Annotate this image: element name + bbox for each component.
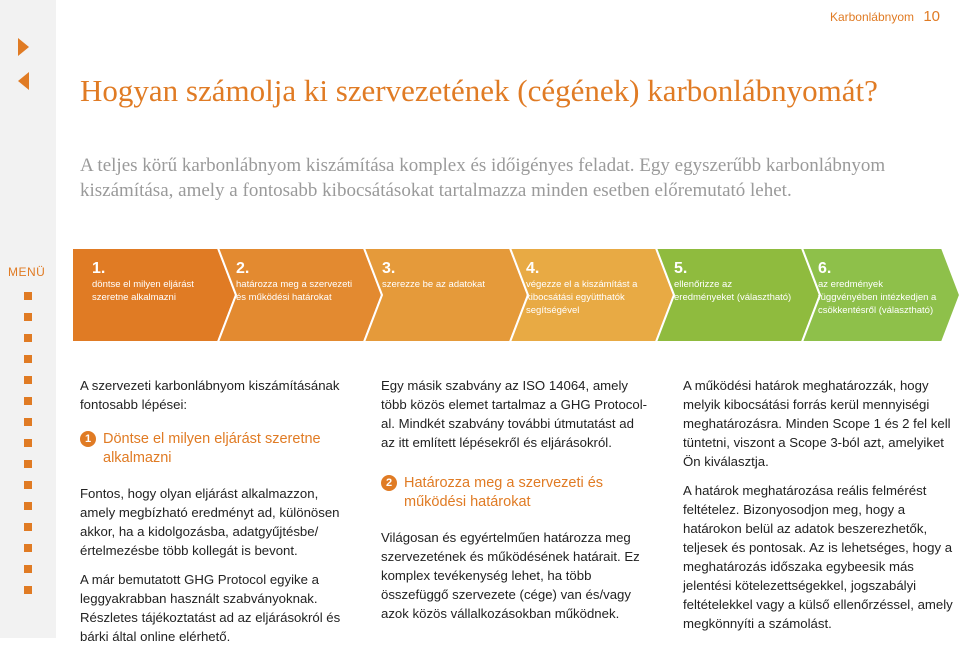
- step-number: 3.: [382, 260, 396, 277]
- menu-item-square[interactable]: [24, 544, 32, 552]
- paragraph: A határok meghatározása reális felmérést feltételez. Bizonyosodjon meg, hogy a határokon belül az adatok beszerezhetők, teljesek és pontosak. Az is lehetséges, hogy a meghatározás időszaka egybeesik más jelentési kötelezettségekkel, jogszabályi feltételekkel vagy a külső ellenőrzéssel, amely megkönnyíti a számolást.: [683, 483, 953, 631]
- paragraph: A működési határok meghatározzák, hogy melyik kibocsátási forrás kerül mennyiségi meghatározásra. Minden Scope 1 és 2 fel kell tüntetni, viszont a Scope 3-ból azt, amelyiket Ön kiválasztja.: [683, 378, 951, 469]
- step-number: 6.: [818, 260, 832, 277]
- menu-item-square[interactable]: [24, 355, 32, 363]
- step-label: az eredmények függvényében intézkedjen a csökkentésről (választható): [818, 279, 937, 316]
- previous-page-arrow-icon[interactable]: [18, 72, 29, 90]
- paragraph: Egy másik szabvány az ISO 14064, amely több közös elemet tartalmaz a GHG Protocol-al. Mindkét szabvány további útmutatást ad az itt említett lépésekről és eljárásokról.: [381, 378, 648, 450]
- column-1: [80, 376, 352, 656]
- number-bullet-icon: 1: [80, 431, 96, 447]
- step-2-heading: [381, 474, 651, 512]
- header-title: Karbonlábnyom: [829, 10, 914, 24]
- paragraph: Fontos, hogy olyan eljárást alkalmazzon, amely megbízható eredményt ad, különösen akkor, ha a kidolgozásba, adatgyűjtésbe/ értelmezésbe több kollegát is bevont.: [80, 486, 340, 558]
- step-4: [526, 260, 646, 317]
- menu-item-square[interactable]: [24, 502, 32, 510]
- step-number: 1.: [92, 260, 106, 277]
- page-title: Hogyan számolja ki szervezetének (cégének) karbonlábnyomát?: [80, 73, 878, 108]
- heading-text: Határozza meg a szervezeti és működési határokat: [404, 475, 604, 510]
- page-subtitle: A teljes körű karbonlábnyom kiszámítása komplex és időigényes feladat. Egy egyszerűbb karbonlábnyom kiszámítása, amely a fontosabb kibocsátásokat tartalmazza minden esetben előremutató lehet.: [80, 155, 886, 201]
- menu-item-square[interactable]: [24, 439, 32, 447]
- menu-item-square[interactable]: [24, 418, 32, 426]
- menu-item-square[interactable]: [24, 565, 32, 573]
- sidebar: [0, 0, 56, 638]
- menu-item-square[interactable]: [24, 523, 32, 531]
- steps-bar: [64, 248, 960, 342]
- step-1-heading: [80, 430, 352, 468]
- step-label: szerezze be az adatokat: [382, 279, 485, 290]
- menu-item-square[interactable]: [24, 292, 32, 300]
- next-page-arrow-icon[interactable]: [18, 38, 29, 56]
- menu-item-square[interactable]: [24, 397, 32, 405]
- menu-label[interactable]: MENÜ: [8, 265, 46, 279]
- step-number: 2.: [236, 260, 250, 277]
- menu-item-square[interactable]: [24, 334, 32, 342]
- paragraph: A már bemutatott GHG Protocol egyike a leggyakrabban használt szabványoknak. Részletes tájékoztatást ad az eljárásokról és bárki által online elérhető.: [80, 572, 341, 644]
- step-label: határozza meg a szervezeti és működési határokat: [236, 279, 353, 303]
- page-number: 10: [923, 8, 940, 25]
- step-3: [382, 260, 502, 291]
- menu-item-square[interactable]: [24, 313, 32, 321]
- heading-text: Döntse el milyen eljárást szeretne alkalmazni: [103, 431, 321, 466]
- step-label: végezze el a kiszámítást a kibocsátási együtthatók segítségével: [526, 279, 638, 316]
- menu-item-square[interactable]: [24, 460, 32, 468]
- menu-item-square[interactable]: [24, 376, 32, 384]
- step-label: döntse el milyen eljárást szeretne alkalmazni: [92, 279, 194, 303]
- step-6: [818, 260, 938, 317]
- column-3: [683, 376, 955, 643]
- step-number: 5.: [674, 260, 688, 277]
- step-2: [236, 260, 356, 304]
- step-1: [92, 260, 212, 304]
- menu-item-square[interactable]: [24, 481, 32, 489]
- menu-item-square[interactable]: [24, 586, 32, 594]
- number-bullet-icon: 2: [381, 475, 397, 491]
- column-2: [381, 376, 651, 633]
- paragraph: Világosan és egyértelműen határozza meg szervezetének és működésének határait. Ez komplex tevékenység lehet, ha több összefüggő szervezete (cége) van és/vagy azok közös vállalkozásokban működnek.: [381, 530, 640, 621]
- step-5: [674, 260, 794, 304]
- step-label: ellenőrizze az eredményeket (választható): [674, 279, 792, 303]
- intro-text: A szervezeti karbonlábnyom kiszámításának fontosabb lépései:: [80, 378, 340, 412]
- step-number: 4.: [526, 260, 540, 277]
